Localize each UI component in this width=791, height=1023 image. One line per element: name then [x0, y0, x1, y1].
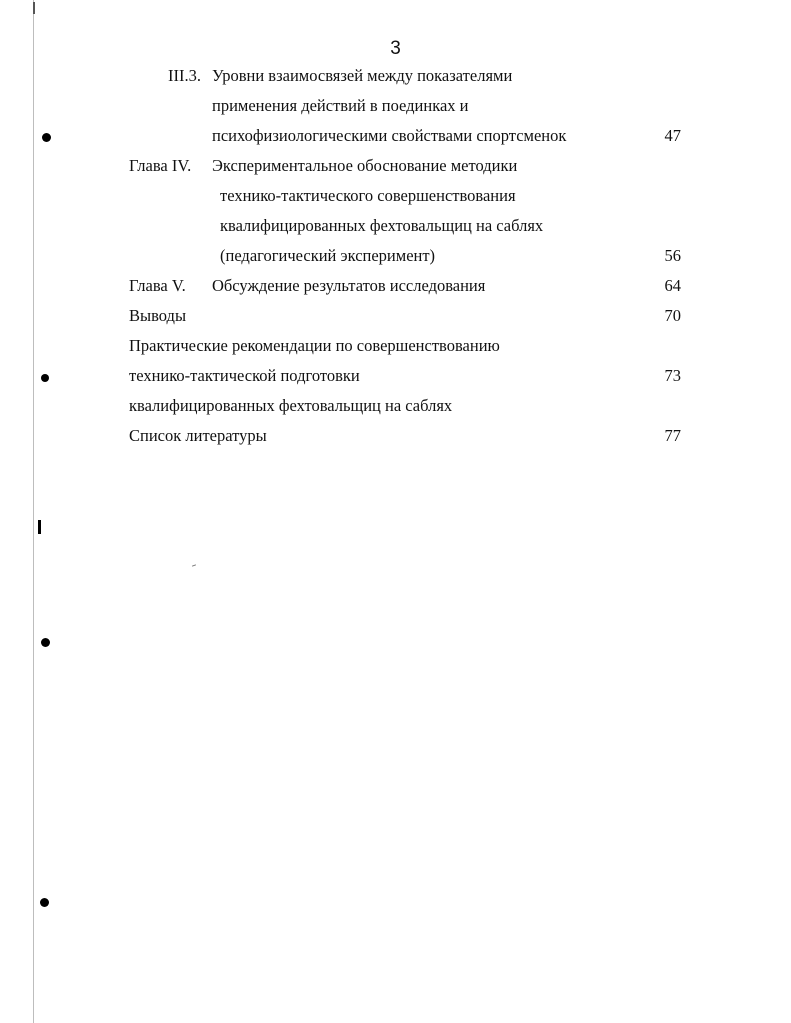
scan-edge-line: [33, 0, 34, 1023]
toc-chapter-title: Обсуждение результатов исследования: [212, 276, 486, 295]
toc-entry-title: Список литературы: [129, 426, 267, 445]
toc-entry-title: психофизиологическими свойствами спортсменок: [212, 126, 567, 145]
toc-page-number: 70: [664, 306, 681, 325]
toc-entry-title: технико-тактической подготовки: [129, 366, 360, 385]
toc-chapter-label: Глава V.: [129, 276, 186, 295]
toc-page-number: 64: [664, 276, 681, 295]
toc-chapter-title: квалифицированных фехтовальщиц на саблях: [220, 216, 544, 235]
toc-page-number: 56: [664, 246, 681, 265]
toc-page-number: 47: [664, 126, 681, 145]
toc-entry-title: Выводы: [129, 306, 187, 325]
punch-hole-icon: [41, 374, 49, 382]
punch-hole-icon: [42, 133, 51, 142]
toc-page-number: 77: [664, 426, 681, 445]
scan-speck: [192, 564, 196, 566]
toc-chapter-title: Экспериментальное обоснование методики: [212, 156, 518, 175]
punch-hole-icon: [41, 638, 50, 647]
toc-chapter-label: Глава IV.: [129, 156, 192, 175]
scan-top-mark: [33, 2, 35, 14]
toc-page-number: 73: [664, 366, 681, 385]
toc-entry-title: квалифицированных фехтовальщиц на саблях: [129, 396, 453, 415]
toc-entry-title: Практические рекомендации по совершенствованию: [129, 336, 500, 355]
toc-entry-title: Уровни взаимосвязей между показателями: [212, 66, 513, 85]
scan-artifact-mark: [38, 520, 41, 534]
punch-hole-icon: [40, 898, 49, 907]
toc-entry-label: III.3.: [168, 66, 201, 85]
toc-entry-title: применения действий в поединках и: [212, 96, 469, 115]
toc-chapter-title: (педагогический эксперимент): [220, 246, 436, 265]
page-number: 3: [390, 38, 401, 59]
toc-chapter-title: технико-тактического совершенствования: [220, 186, 516, 205]
